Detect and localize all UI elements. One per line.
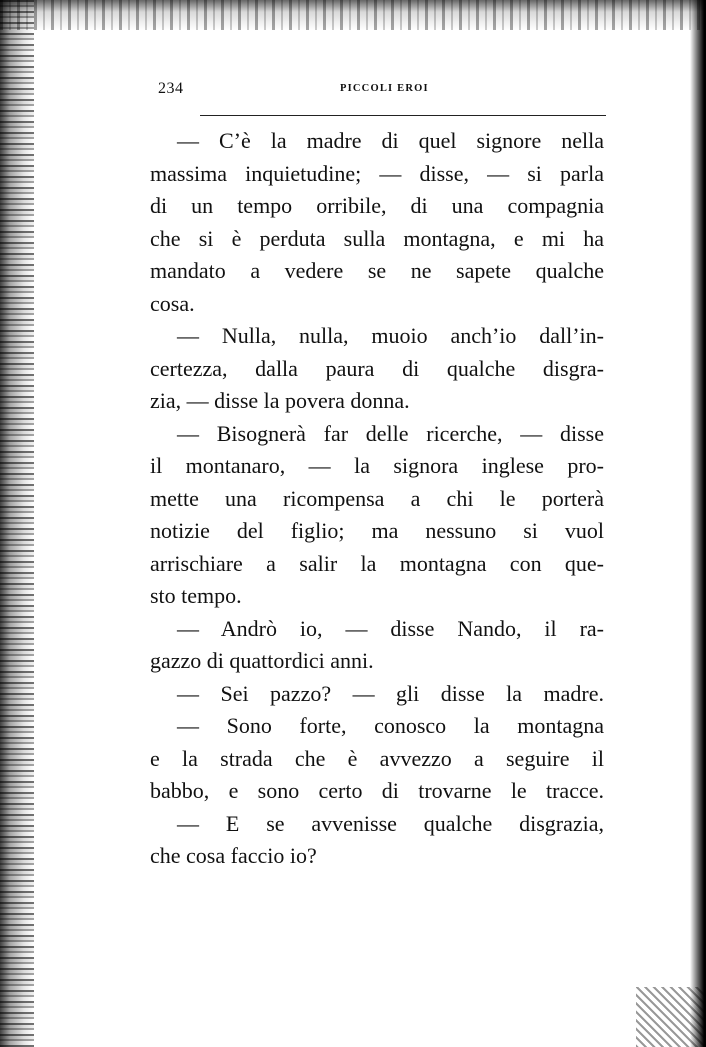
- page-header: [158, 80, 606, 100]
- scan-edge-right: [690, 0, 706, 1047]
- text-line: gazzo di quattordici anni.: [150, 648, 374, 673]
- text-line: e la strada che è avvezzo a seguire il: [150, 745, 604, 771]
- paragraph: [150, 613, 604, 678]
- text-line: babbo, e sono certo di trovarne le tracce.: [150, 778, 604, 803]
- text-line: — Nulla, nulla, muoio anch’io dall’in-: [177, 323, 604, 348]
- text-line: — Andrò io, — disse Nando, il ra-: [177, 615, 604, 641]
- text-line: — Sei pazzo? — gli disse la madre.: [177, 680, 604, 706]
- body-text: [150, 125, 604, 873]
- paragraph: [150, 710, 604, 808]
- text-line: sto tempo.: [150, 583, 242, 608]
- paragraph: [150, 678, 604, 711]
- text-line: — Bisognerà far delle ricerche, — disse: [177, 420, 604, 446]
- text-line: notizie del figlio; ma nessuno si vuol: [150, 518, 604, 543]
- text-line: il montanaro, — la signora inglese pro-: [150, 453, 604, 478]
- scan-edge-left: [0, 0, 34, 1047]
- text-line: di un tempo orribile, di una compagnia: [150, 193, 604, 218]
- paragraph: [150, 418, 604, 613]
- text-line: — Sono forte, conosco la montagna: [177, 713, 604, 738]
- text-line: certezza, dalla paura di qualche disgra-: [150, 355, 604, 381]
- text-line: — C’è la madre di quel signore nella: [177, 128, 604, 153]
- text-line: cosa.: [150, 290, 195, 316]
- paragraph: [150, 808, 604, 873]
- text-line: che si è perduta sulla montagna, e mi ha: [150, 225, 604, 251]
- running-title: PICCOLI EROI: [340, 83, 429, 94]
- scan-edge-top: [0, 0, 706, 30]
- text-line: che cosa faccio io?: [150, 843, 317, 868]
- header-rule: [200, 115, 606, 116]
- page-number: 234: [158, 80, 184, 97]
- text-line: mandato a vedere se ne sapete qualche: [150, 258, 604, 283]
- text-line: arrischiare a salir la montagna con que-: [150, 550, 604, 576]
- scan-edge-bottom-right: [636, 987, 706, 1047]
- paragraph: [150, 320, 604, 418]
- text-line: — E se avvenisse qualche disgrazia,: [177, 810, 604, 836]
- paragraph: [150, 125, 604, 320]
- text-line: zia, — disse la povera donna.: [150, 388, 410, 413]
- text-line: massima inquietudine; — disse, — si parla: [150, 160, 604, 186]
- text-line: mette una ricompensa a chi le porterà: [150, 485, 604, 511]
